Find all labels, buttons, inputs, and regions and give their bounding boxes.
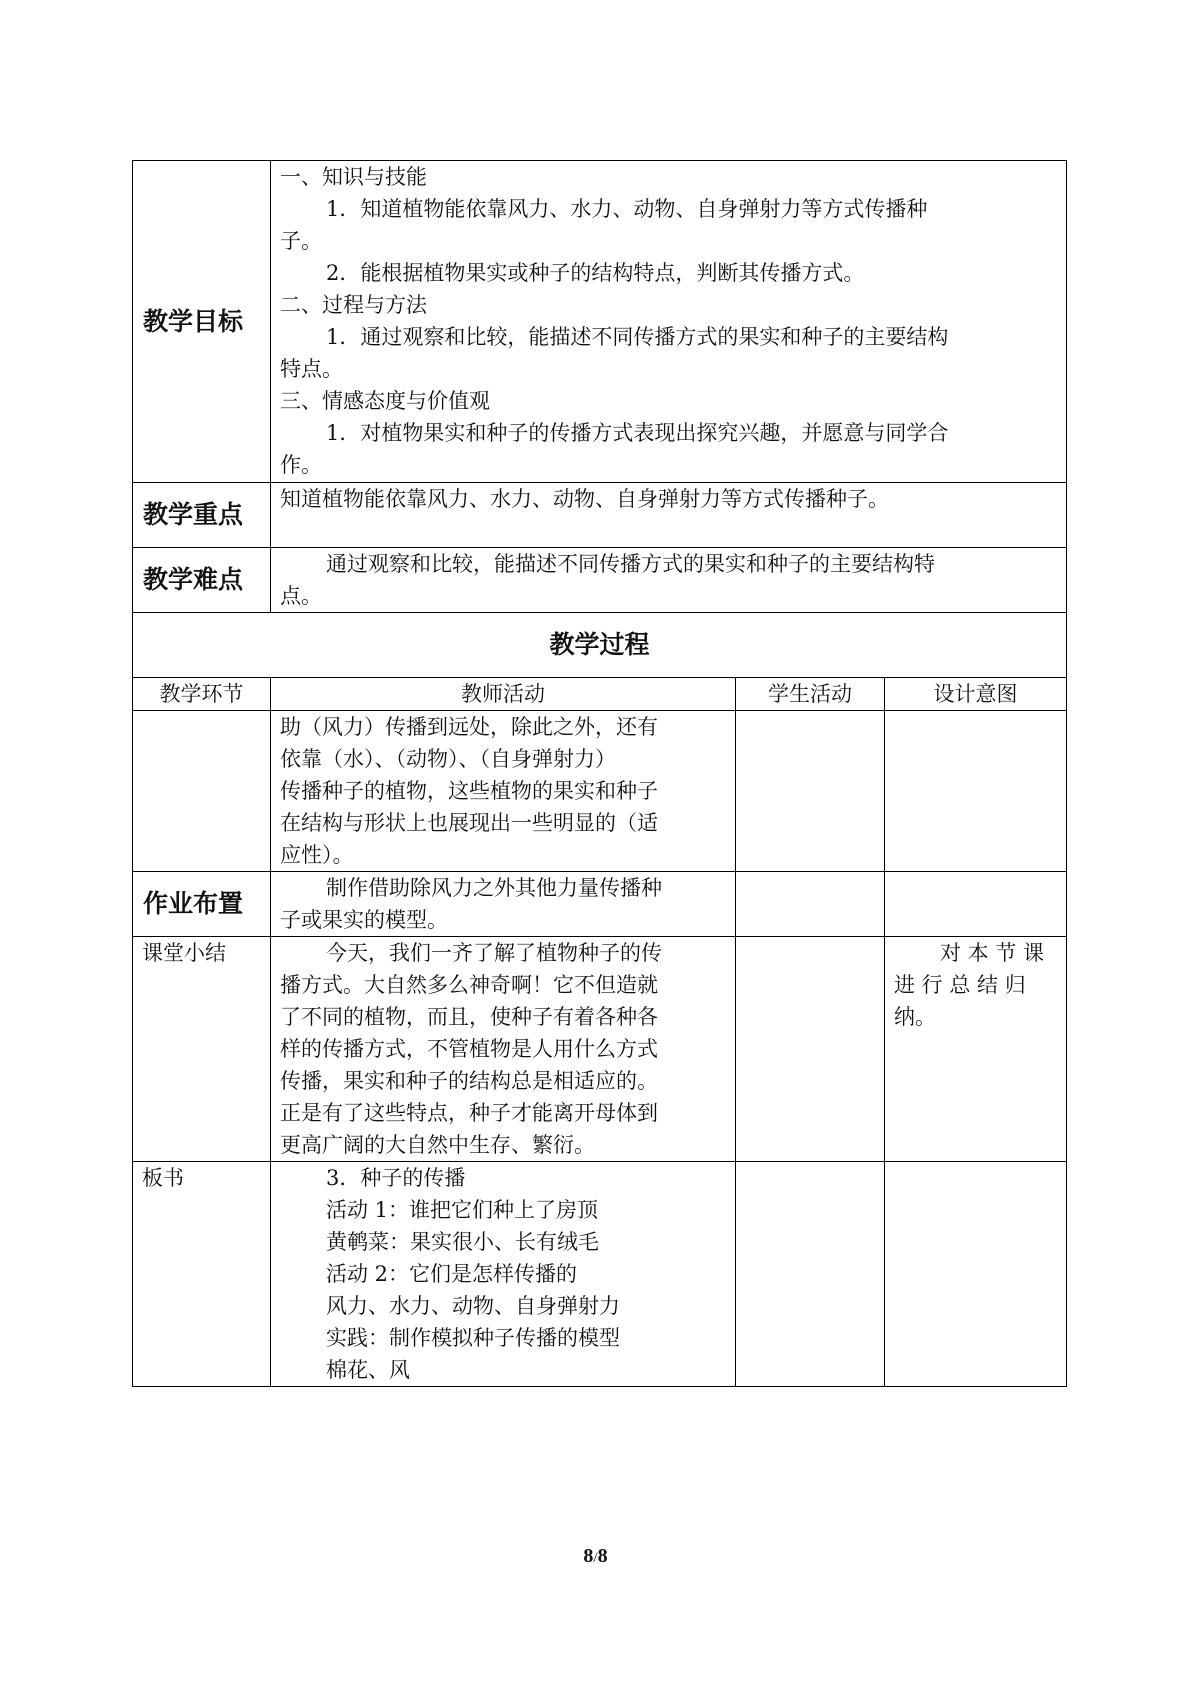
board-line: 风力、水力、动物、自身弹射力 — [326, 1294, 620, 1318]
objectives-line: 二、过程与方法 — [280, 293, 427, 317]
board-student-cell — [736, 1162, 885, 1387]
homework-label: 作业布置 — [133, 872, 271, 937]
board-label: 板书 — [133, 1162, 271, 1387]
process-header-row — [133, 678, 1067, 711]
page-total: 8 — [597, 1545, 608, 1567]
objectives-content — [271, 161, 1067, 483]
teacher-line: 传播，果实和种子的结构总是相适应的。 — [280, 1069, 658, 1093]
continued-student-cell — [736, 711, 885, 872]
homework-row — [133, 872, 1067, 937]
summary-label: 课堂小结 — [133, 937, 271, 1162]
summary-row — [133, 937, 1067, 1162]
objectives-line: 三、情感态度与价值观 — [280, 389, 490, 413]
objectives-line: 一、知识与技能 — [280, 165, 427, 189]
teacher-line: 今天，我们一齐了解了植物种子的传 — [326, 941, 662, 965]
process-title-row — [133, 613, 1067, 678]
header-teacher: 教师活动 — [271, 678, 736, 711]
objectives-line: 1．对植物果实和种子的传播方式表现出探究兴趣，并愿意与同学合 — [326, 421, 949, 445]
teacher-line: 播方式。大自然多么神奇啊！它不但造就 — [280, 973, 658, 997]
key-point-label: 教学重点 — [133, 483, 271, 548]
difficulty-content — [271, 548, 1067, 613]
objectives-line: 1．通过观察和比较，能描述不同传播方式的果实和种子的主要结构 — [326, 325, 949, 349]
objectives-line: 2．能根据植物果实或种子的结构特点，判断其传播方式。 — [326, 261, 865, 285]
objectives-label: 教学目标 — [133, 161, 271, 483]
intent-line: 进 行 总 结 归 — [894, 973, 1026, 997]
page-separator: / — [593, 1550, 598, 1566]
difficulty-line: 通过观察和比较，能描述不同传播方式的果实和种子的主要结构特 — [326, 552, 935, 576]
board-row — [133, 1162, 1067, 1387]
intent-line: 纳。 — [894, 1005, 936, 1029]
board-line: 3．种子的传播 — [326, 1166, 466, 1190]
process-title: 教学过程 — [133, 613, 1067, 678]
teacher-line: 助（风力）传播到远处，除此之外，还有 — [280, 715, 658, 739]
header-stage: 教学环节 — [133, 678, 271, 711]
header-intent: 设计意图 — [885, 678, 1067, 711]
board-line: 棉花、风 — [326, 1358, 410, 1382]
teacher-line: 子或果实的模型。 — [280, 908, 448, 932]
board-teacher-cell — [271, 1162, 736, 1387]
objectives-row — [133, 161, 1067, 483]
teacher-line: 正是有了这些特点，种子才能离开母体到 — [280, 1101, 658, 1125]
key-point-row — [133, 483, 1067, 548]
teacher-line: 制作借助除风力之外其他力量传播种 — [326, 876, 662, 900]
lesson-plan-table — [132, 160, 1067, 1387]
objectives-line: 作。 — [280, 453, 322, 477]
teacher-line: 传播种子的植物，这些植物的果实和种子 — [280, 779, 658, 803]
intent-line: 对 本 节 课 — [940, 941, 1045, 965]
teacher-line: 更高广阔的大自然中生存、繁衍。 — [280, 1133, 595, 1157]
teacher-line: 了不同的植物，而且，使种子有着各种各 — [280, 1005, 658, 1029]
continued-intent-cell — [885, 711, 1067, 872]
homework-student-cell — [736, 872, 885, 937]
objectives-line: 子。 — [280, 229, 322, 253]
objectives-line: 特点。 — [280, 357, 343, 381]
homework-teacher-cell — [271, 872, 736, 937]
teacher-line: 应性）。 — [280, 843, 354, 867]
board-line: 实践：制作模拟种子传播的模型 — [326, 1326, 620, 1350]
board-line: 活动 2：它们是怎样传播的 — [326, 1262, 578, 1286]
teacher-line: 在结构与形状上也展现出一些明显的（适 — [280, 811, 658, 835]
homework-intent-cell — [885, 872, 1067, 937]
difficulty-line: 点。 — [280, 584, 322, 608]
summary-teacher-cell — [271, 937, 736, 1162]
continued-row — [133, 711, 1067, 872]
teacher-line: 样的传播方式，不管植物是人用什么方式 — [280, 1037, 658, 1061]
summary-intent-cell — [885, 937, 1067, 1162]
page-number — [0, 1545, 1191, 1568]
summary-student-cell — [736, 937, 885, 1162]
continued-teacher-cell — [271, 711, 736, 872]
board-line: 活动 1：谁把它们种上了房顶 — [326, 1198, 599, 1222]
objectives-line: 1．知道植物能依靠风力、水力、动物、自身弹射力等方式传播种 — [326, 197, 928, 221]
header-student: 学生活动 — [736, 678, 885, 711]
teacher-line: 依靠（水）、（动物）、（自身弹射力） — [280, 747, 616, 771]
difficulty-label: 教学难点 — [133, 548, 271, 613]
key-point-text: 知道植物能依靠风力、水力、动物、自身弹射力等方式传播种子。 — [271, 483, 1067, 548]
difficulty-row — [133, 548, 1067, 613]
board-intent-cell — [885, 1162, 1067, 1387]
board-line: 黄鹌菜：果实很小、长有绒毛 — [326, 1230, 599, 1254]
continued-stage-cell — [133, 711, 271, 872]
page-current: 8 — [583, 1545, 594, 1567]
